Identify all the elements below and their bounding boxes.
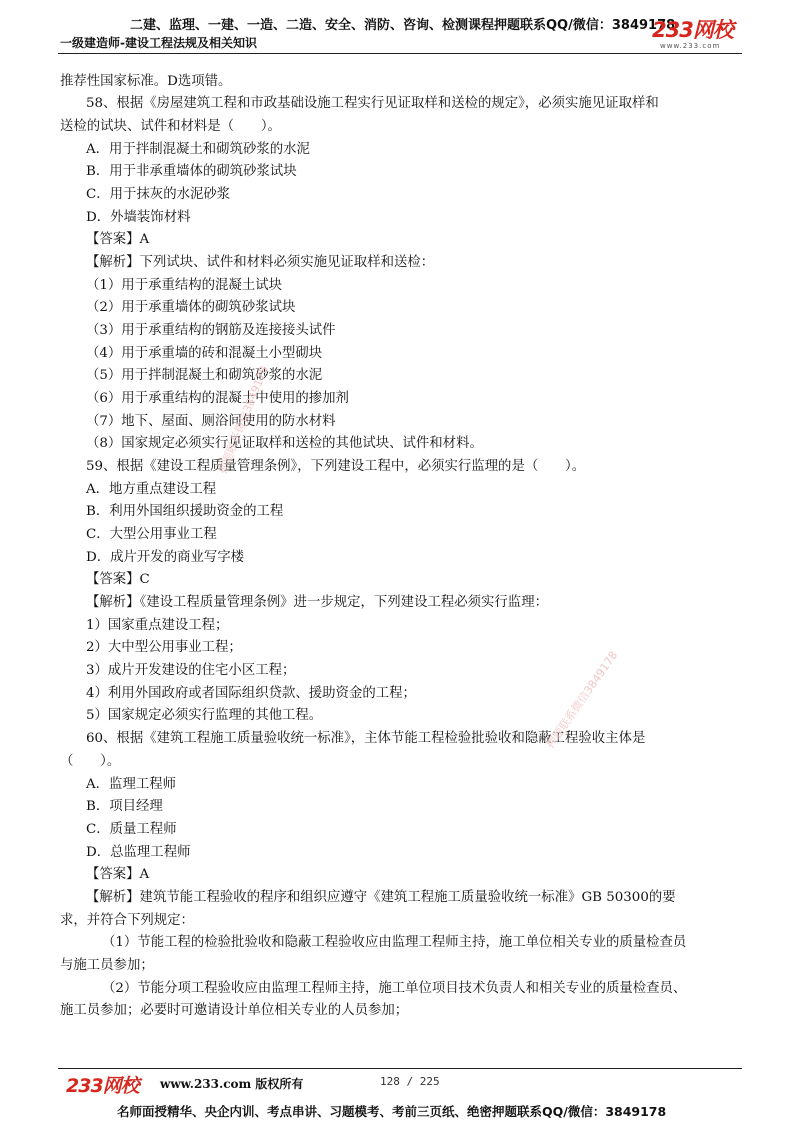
text-line: 【答案】A [86,867,150,882]
brand-logo-url: www.233.com [660,42,721,50]
text-line: 送检的试块、试件和材料是（ ）。 [60,119,281,134]
footer-brand-logo: 233网校 [66,1075,139,1097]
text-line: 推荐性国家标准。D选项错。 [60,74,232,89]
text-line: 3）成片开发建设的住宅小区工程； [86,663,296,678]
text-line: D．外墙装饰材料 [86,210,191,225]
text-line: （7）地下、屋面、厕浴间使用的防水材料 [86,414,336,429]
text-line: （2）节能分项工程验收应由监理工程师主持，施工单位项目技术负责人和相关专业的质量检查员、 [102,981,687,996]
text-line: B．项目经理 [86,799,163,814]
header-subject-title: 一级建造师-建设工程法规及相关知识 [60,36,257,50]
text-line: 【答案】A [86,232,150,247]
text-line: A．用于拌制混凝土和砌筑砂浆的水泥 [86,142,310,157]
header-divider [58,53,742,54]
text-line: 59、根据《建设工程质量管理条例》，下列建设工程中，必须实行监理的是（ ）。 [86,459,586,474]
text-line: 施工员参加；必要时可邀请设计单位相关专业的人员参加； [60,1003,409,1018]
text-line: （1）用于承重结构的混凝土试块 [86,278,282,293]
text-line: C．质量工程师 [86,822,177,837]
text-line: （5）用于拌制混凝土和砌筑砂浆的水泥 [86,368,323,383]
text-line: C．用于抹灰的水泥砂浆 [86,187,231,202]
text-line: A．地方重点建设工程 [86,482,217,497]
text-line: （1）节能工程的检验批验收和隐蔽工程验收应由监理工程师主持，施工单位相关专业的质量检查员 [102,935,687,950]
text-line: A．监理工程师 [86,777,177,792]
text-line: （2）用于承重墙体的砌筑砂浆试块 [86,300,296,315]
text-line: 【解析】下列试块、试件和材料必须实施见证取样和送检： [86,255,435,270]
text-line: 2）大中型公用事业工程； [86,640,242,655]
text-line: B．利用外国组织援助资金的工程 [86,504,284,519]
text-line: B．用于非承重墙体的砌筑砂浆试块 [86,164,297,179]
text-line: D．总监理工程师 [86,845,191,860]
watermark-text: 押题联系微信3849178 [215,364,271,476]
watermark-text: 押题联系微信3849178 [543,648,621,751]
text-line: （4）用于承重墙的砖和混凝土小型砌块 [86,346,323,361]
text-line: 60、根据《建筑工程施工质量验收统一标准》，主体节能工程检验批验收和隐蔽工程验收主体是 [86,731,646,746]
footer-copyright: www.233.com 版权所有 [160,1077,304,1091]
text-line: 58、根据《房屋建筑工程和市政基础设施工程实行见证取样和送检的规定》，必须实施见证取样和 [86,96,659,111]
text-line: （ ）。 [60,754,121,769]
text-line: （8）国家规定必须实行见证取样和送检的其他试块、试件和材料。 [86,436,483,451]
text-line: 【答案】C [86,572,150,587]
header-promo-text: 二建、监理、一建、一造、二造、安全、消防、咨询、检测课程押题联系QQ/微信：3849178 [130,18,676,33]
text-line: D．成片开发的商业写字楼 [86,550,245,565]
text-line: C．大型公用事业工程 [86,527,217,542]
text-line: 1）国家重点建设工程； [86,618,229,633]
brand-logo [652,18,744,50]
text-line: （6）用于承重结构的混凝土中使用的掺加剂 [86,391,349,406]
footer-divider [58,1068,742,1069]
footer-promo-text: 名师面授精华、央企内训、考点串讲、习题模考、考前三页纸、绝密押题联系QQ/微信：3849178 [117,1104,667,1119]
text-line: 5）国家规定必须实行监理的其他工程。 [86,708,323,723]
page-header [0,0,800,62]
text-line: 【解析】《建设工程质量管理条例》进一步规定，下列建设工程必须实行监理： [86,595,548,610]
text-line: 【解析】建筑节能工程验收的程序和组织应遵守《建筑工程施工质量验收统一标准》GB 50300的要 [86,890,676,905]
page-number: 128 / 225 [380,1075,440,1088]
brand-logo-text: 233网校 [652,18,733,42]
text-line: （3）用于承重结构的钢筋及连接接头试件 [86,323,336,338]
text-line: 与施工员参加； [60,958,154,973]
text-line: 求，并符合下列规定： [60,913,194,928]
text-line: 4）利用外国政府或者国际组织贷款、援助资金的工程； [86,686,416,701]
